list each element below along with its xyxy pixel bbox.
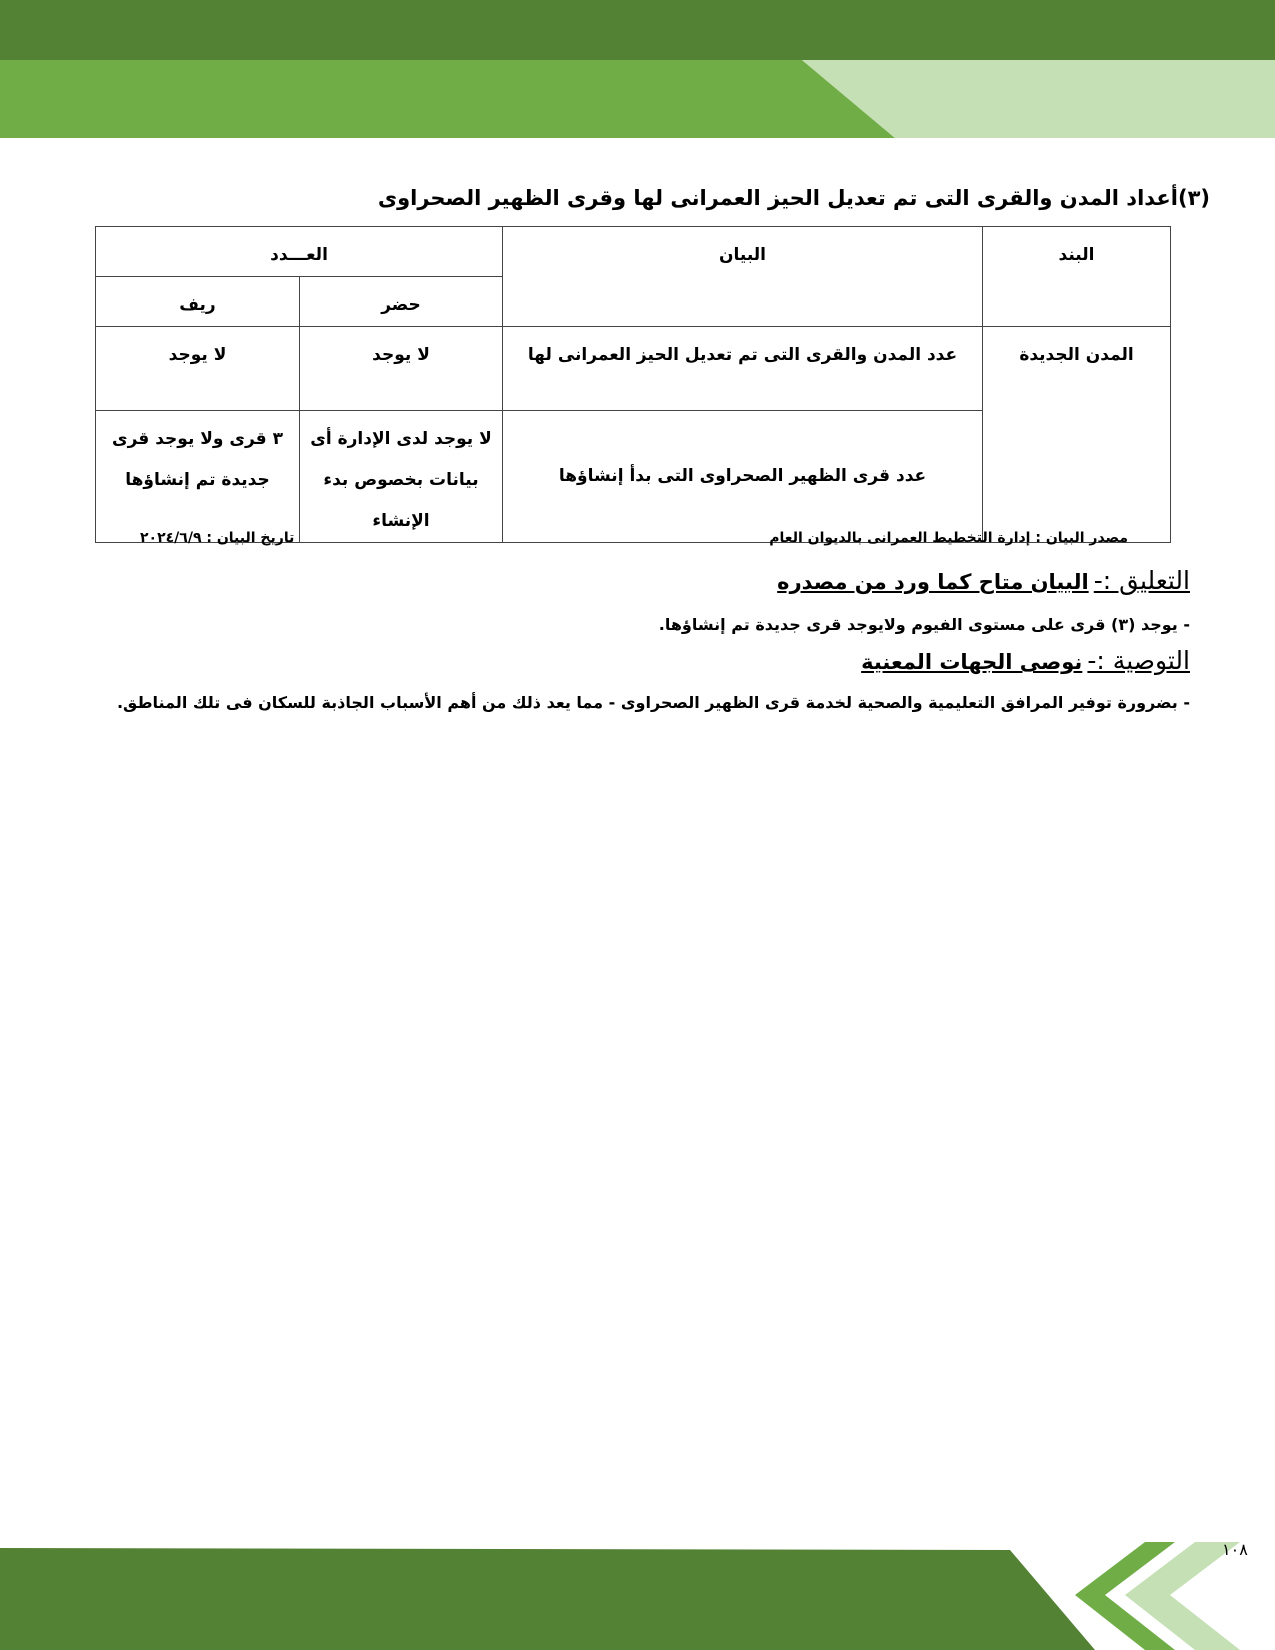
comment-text: البيان متاح كما ورد من مصدره — [777, 570, 1089, 594]
header-count: العـــدد — [96, 227, 503, 277]
header-banner — [0, 0, 1275, 140]
row2-rural: ٣ قرى ولا يوجد قرى جديدة تم إنشاؤها — [96, 411, 300, 543]
recommendation-bullet: - بضرورة توفير المرافق التعليمية والصحية لخدمة قرى الظهير الصحراوى - مما يعد ذلك من أهم الأسباب الجاذبة للسكان فى تلك المناطق. — [116, 693, 1190, 712]
comment-label: التعليق :- — [1093, 566, 1190, 595]
page-number: ١٠٨ — [1222, 1540, 1248, 1559]
header-rural: ريف — [96, 277, 300, 327]
recommendation-text: نوصى الجهات المعنية — [861, 650, 1083, 674]
header-mid-band — [0, 60, 895, 138]
row1-statement: عدد المدن والقرى التى تم تعديل الحيز العمرانى لها — [503, 327, 983, 411]
row2-urban: لا يوجد لدى الإدارة أى بيانات بخصوص بدء الإنشاء — [300, 411, 503, 543]
row-item: المدن الجديدة — [983, 327, 1171, 543]
footer-dark-band — [0, 1548, 1095, 1650]
recommendation-label: التوصية :- — [1087, 646, 1190, 675]
data-table — [95, 226, 1171, 543]
footer-banner — [0, 1540, 1275, 1650]
comment-bullet: - يوجد (٣) قرى على مستوى الفيوم ولايوجد قرى جديدة تم إنشاؤها. — [658, 615, 1190, 634]
header-dark-band — [0, 0, 1275, 60]
comment-line — [80, 566, 1190, 595]
data-date: تاريخ البيان : ٢٠٢٤/٦/٩ — [140, 530, 295, 546]
data-source: مصدر البيان : إدارة التخطيط العمرانى بالديوان العام — [769, 530, 1128, 546]
header-item: البند — [983, 227, 1171, 327]
header-statement: البيان — [503, 227, 983, 327]
page-heading: (٣)أعداد المدن والقرى التى تم تعديل الحيز العمرانى لها وقرى الظهير الصحراوى — [377, 186, 1210, 210]
row2-statement: عدد قرى الظهير الصحراوى التى بدأ إنشاؤها — [503, 411, 983, 543]
header-urban: حضر — [300, 277, 503, 327]
row1-rural: لا يوجد — [96, 327, 300, 411]
row1-urban: لا يوجد — [300, 327, 503, 411]
recommendation-line — [80, 646, 1190, 675]
